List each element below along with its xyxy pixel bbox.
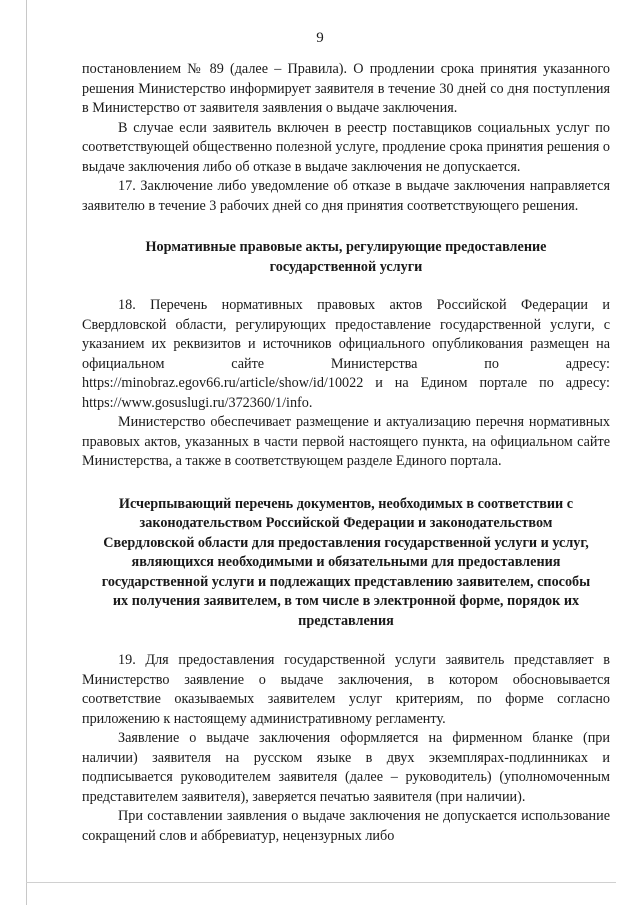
- section-heading-legal-acts: Нормативные правовые акты, регулирующие предоставление государственной услуги: [145, 239, 547, 275]
- paragraph: Заявление о выдаче заключения оформляется на фирменном бланке (при наличии) заявителя на русском языке в двух экземплярах-подлинниках и подписывается руководителем заявителя (далее – руководитель) (уполномоченным представителем заявителя), заверяется печатью заявителя (при наличии).: [82, 730, 610, 805]
- paragraph: В случае если заявитель включен в реестр поставщиков социальных услуг по соответствующей общественно полезной услуге, продление срока принятия решения о выдаче заключения либо об отказе в выдаче заключения не допускается.: [82, 119, 610, 175]
- page-number: 9: [316, 30, 324, 46]
- paragraph-continuation: постановлением № 89 (далее – Правила). О продлении срока принятия указанного решения Министерство информирует заявителя в течение 30 дней со дня поступления в Министерство от заявителя заявления о выдаче заключения.: [82, 61, 610, 116]
- paragraph: Министерство обеспечивает размещение и актуализацию перечня нормативных правовых актов, указанных в части первой настоящего пункта, на официальном сайте Министерства, а также в соответствующем разделе Единого портала.: [82, 414, 610, 469]
- paragraph-item-17: 17. Заключение либо уведомление об отказе в выдаче заключения направляется заявителю в течение 3 рабочих дней со дня принятия соответствующего решения.: [82, 178, 610, 214]
- page-left-edge: [26, 0, 27, 905]
- paragraph-item-18: 18. Перечень нормативных правовых актов Российской Федерации и Свердловской области, регулирующих предоставление государственной услуги, с указанием их реквизитов и источников официального опубликования размещен на официальном сайте Министерства по адресу: https://minobraz.egov66.ru/article/show/id/10022 и на Едином портале по адресу: https://www.gosuslugi.ru/372360/1/info.: [82, 297, 610, 411]
- section-heading-documents-list: Исчерпывающий перечень документов, необходимых в соответствии с законодательством Российской Федерации и законодательством Свердловской области для предоставления государственной услуги и услуг, являющихся необходимыми и обязательными для предоставления государственной услуги и подлежащих представлению заявителем, способы их получения заявителем, в том числе в электронной форме, порядок их представления: [101, 495, 591, 629]
- paragraph: При составлении заявления о выдаче заключения не допускается использование сокращений слов и аббревиатур, нецензурных либо: [82, 808, 610, 844]
- page-bottom-edge: [26, 882, 616, 883]
- document-body: [82, 60, 610, 846]
- paragraph-item-19: 19. Для предоставления государственной услуги заявитель представляет в Министерство заявление о выдаче заключения, в котором обосновывается соответствие оказываемых заявителем услуг критериям, по форме согласно приложению к настоящему административному регламенту.: [82, 652, 610, 727]
